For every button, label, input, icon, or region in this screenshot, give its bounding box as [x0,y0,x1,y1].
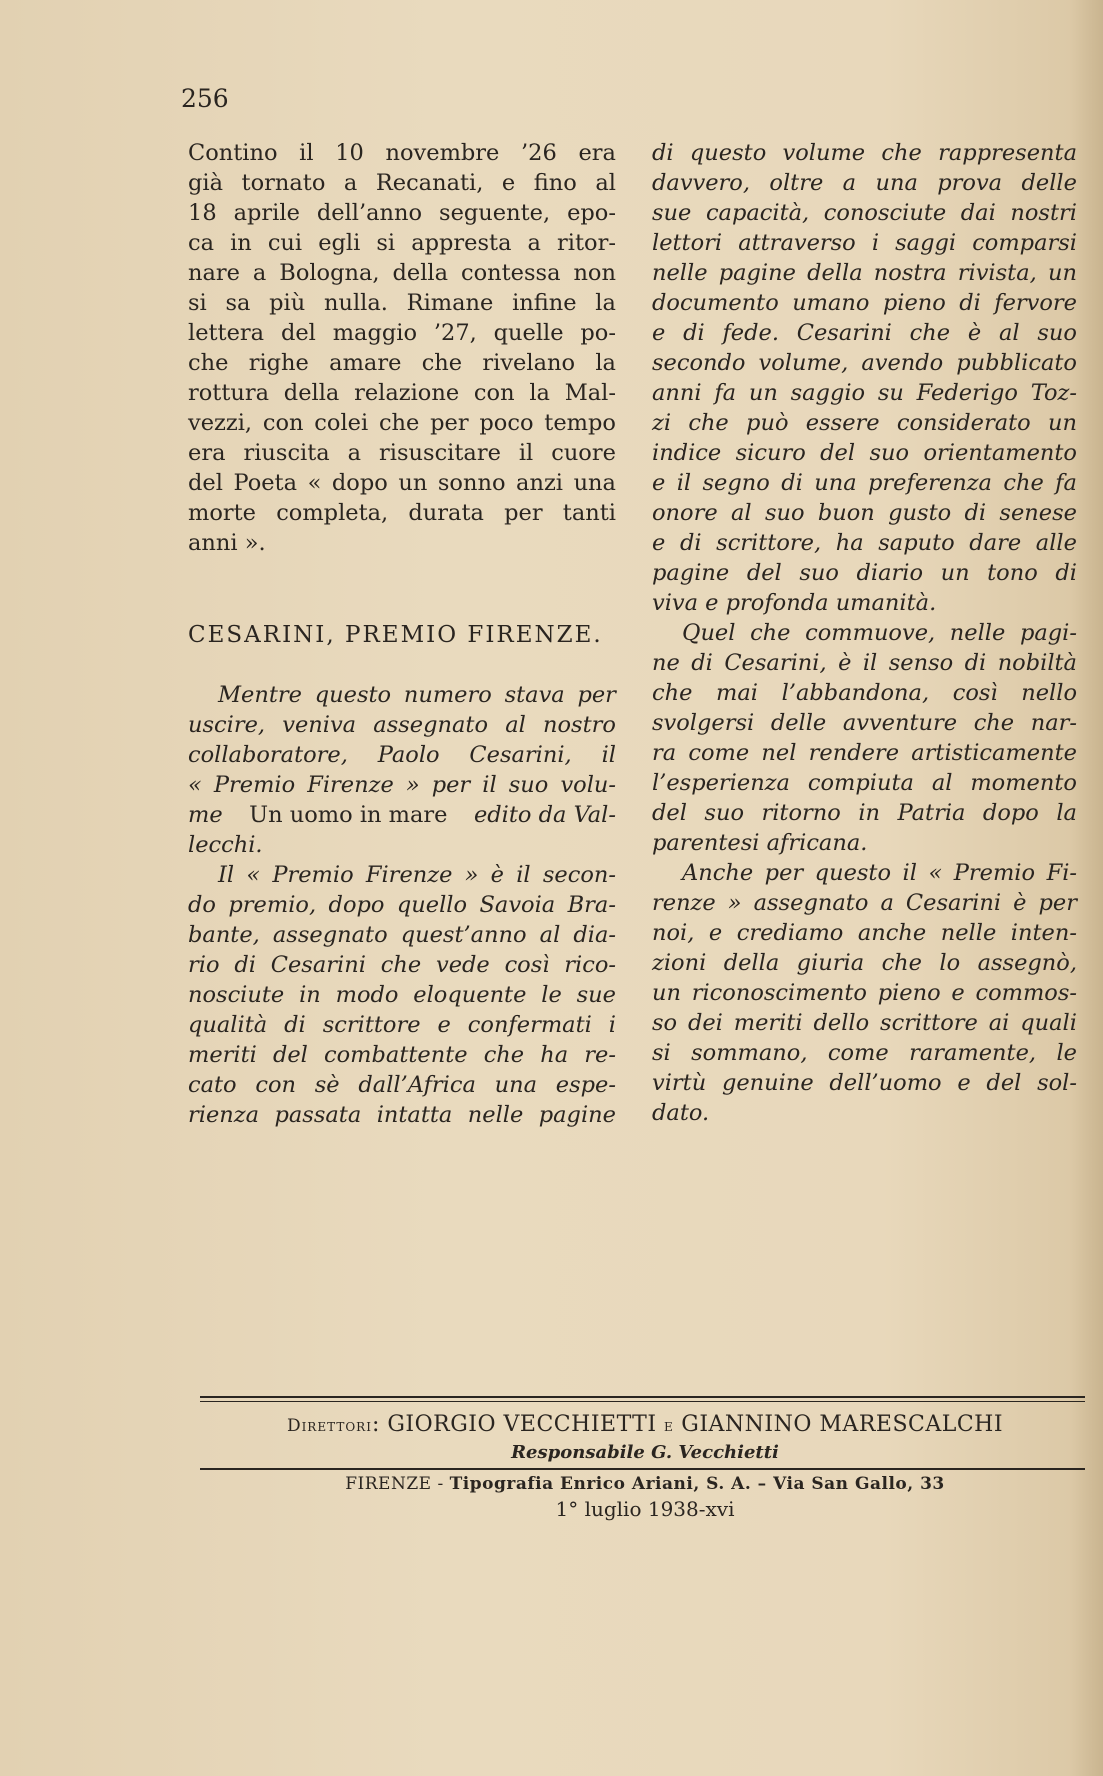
director-name-2: GIANNINO MARESCALCHI [681,1412,1004,1437]
text-line: rio di Cesarini che vede così rico- [188,952,616,978]
text-line: davvero, oltre a una prova delle [652,170,1077,196]
text-line: Contino il 10 novembre ’26 era [188,140,616,166]
text-line: « Premio Firenze » per il suo volu- [188,772,616,798]
text-line: nare a Bologna, della contessa non [188,260,616,286]
text-line: sue capacità, conosciute dai nostri [652,200,1077,226]
text-line: virtù genuine dell’uomo e del sol- [652,1070,1077,1096]
text-line: nosciute in modo eloquente le sue [188,982,616,1008]
text-line: che righe amare che rivelano la [188,350,616,376]
text-line: rottura della relazione con la Mal- [188,380,616,406]
section-heading: CESARINI, PREMIO FIRENZE. [188,622,603,648]
text-line: uscire, veniva assegnato al nostro [188,712,616,738]
text-line: si sa più nulla. Rimane infine la [188,290,616,316]
text-line: lettori attraverso i saggi comparsi [652,230,1077,256]
text-line: del suo ritorno in Patria dopo la [652,800,1077,826]
text-line: e il segno di una preferenza che fa [652,470,1077,496]
text-line: secondo volume, avendo pubblicato [652,350,1077,376]
text-line: pagine del suo diario un tono di [652,560,1077,586]
text-line: anni fa un saggio su Federigo Toz- [652,380,1077,406]
text-line: indice sicuro del suo orientamento [652,440,1077,466]
footer-rule-top [200,1396,1085,1398]
text-line: noi, e crediamo anche nelle inten- [652,920,1077,946]
text-line: nelle pagine della nostra rivista, un [652,260,1077,286]
text-line: vezzi, con colei che per poco tempo [188,410,616,436]
text-line: era riuscita a risuscitare il cuore [188,440,616,466]
text-line: bante, assegnato quest’anno al dia- [188,922,616,948]
text-line: e di scrittore, ha saputo dare alle [652,530,1077,556]
text-line: meriti del combattente che ha re- [188,1042,616,1068]
directors-label: Direttori [286,1416,372,1436]
text-line: Quel che commuove, nelle pagi- [682,620,1077,646]
text-line: rienza passata intatta nelle pagine [188,1102,616,1128]
text-line: parentesi africana. [652,830,868,856]
text-line: che mai l’abbandona, così nello [652,680,1077,706]
text-line: e di fede. Cesarini che è al suo [652,320,1077,346]
text-line: morte completa, durata per tanti [188,500,616,526]
footer-printer: FIRENZE - Tipografia Enrico Ariani, S. A. – Via San Gallo, 33 [345,1474,945,1494]
text-line: lettera del maggio ’27, quelle po- [188,320,616,346]
printer-city: FIRENZE [345,1474,432,1494]
text-line: cato con sè dall’Africa una espe- [188,1072,616,1098]
text-line: l’esperienza compiuta al momento [652,770,1077,796]
text-line: qualità di scrittore e confermati i [188,1012,616,1038]
text-line: del Poeta « dopo un sonno anzi una [188,470,616,496]
text-line: zi che può essere considerato un [652,410,1077,436]
text-line: anni ». [188,530,266,556]
director-name-1: GIORGIO VECCHIETTI [387,1412,657,1437]
text-line: si sommano, come raramente, le [652,1040,1077,1066]
left-column-paragraph [188,138,616,558]
text-line: svolgersi delle avventure che nar- [652,710,1077,736]
footer-directors: Direttori: GIORGIO VECCHIETTI e GIANNINO MARESCALCHI [286,1412,1004,1437]
text-line: renze » assegnato a Cesarini è per [652,890,1077,916]
text-line: ra come nel rendere artisticamente [652,740,1077,766]
left-column-notice [188,680,616,1130]
text-line: documento umano pieno di fervore [652,290,1077,316]
right-column-text [652,138,1077,1128]
text-line: viva e profonda umanità. [652,590,937,616]
page-number: 256 [181,84,229,113]
text-line: lecchi. [188,832,263,858]
text-line: ca in cui egli si appresta a ritor- [188,230,616,256]
directors-conjunction: e [664,1416,674,1436]
text-line: Mentre questo numero stava per [218,682,616,708]
text-line: onore al suo buon gusto di senese [652,500,1077,526]
text-line: ne di Cesarini, è il senso di nobiltà [652,650,1077,676]
text-line: me Un uomo in mare edito da Val- [188,802,616,828]
footer-rule-mid [200,1468,1085,1470]
text-line: collaboratore, Paolo Cesarini, il [188,742,616,768]
text-line: do premio, dopo quello Savoia Bra- [188,892,616,918]
text-line: dato. [652,1100,710,1126]
text-line: Anche per questo il « Premio Fi- [682,860,1077,886]
text-line: 18 aprile dell’anno seguente, epo- [188,200,616,226]
printer-name: Tipografia Enrico Ariani, S. A. – Via San Gallo, 33 [449,1474,945,1494]
text-line: so dei meriti dello scrittore ai quali [652,1010,1077,1036]
footer-responsible: Responsabile G. Vecchietti [511,1442,779,1463]
text-line: zioni della giuria che lo assegnò, [652,950,1077,976]
text-line: Il « Premio Firenze » è il secon- [218,862,616,888]
text-line: di questo volume che rappresenta [652,140,1077,166]
footer-date: 1° luglio 1938-xvi [555,1497,735,1521]
text-line: un riconoscimento pieno e commos- [652,980,1077,1006]
text-line: già tornato a Recanati, e fino al [188,170,616,196]
footer-rule-top-thin [200,1401,1085,1402]
